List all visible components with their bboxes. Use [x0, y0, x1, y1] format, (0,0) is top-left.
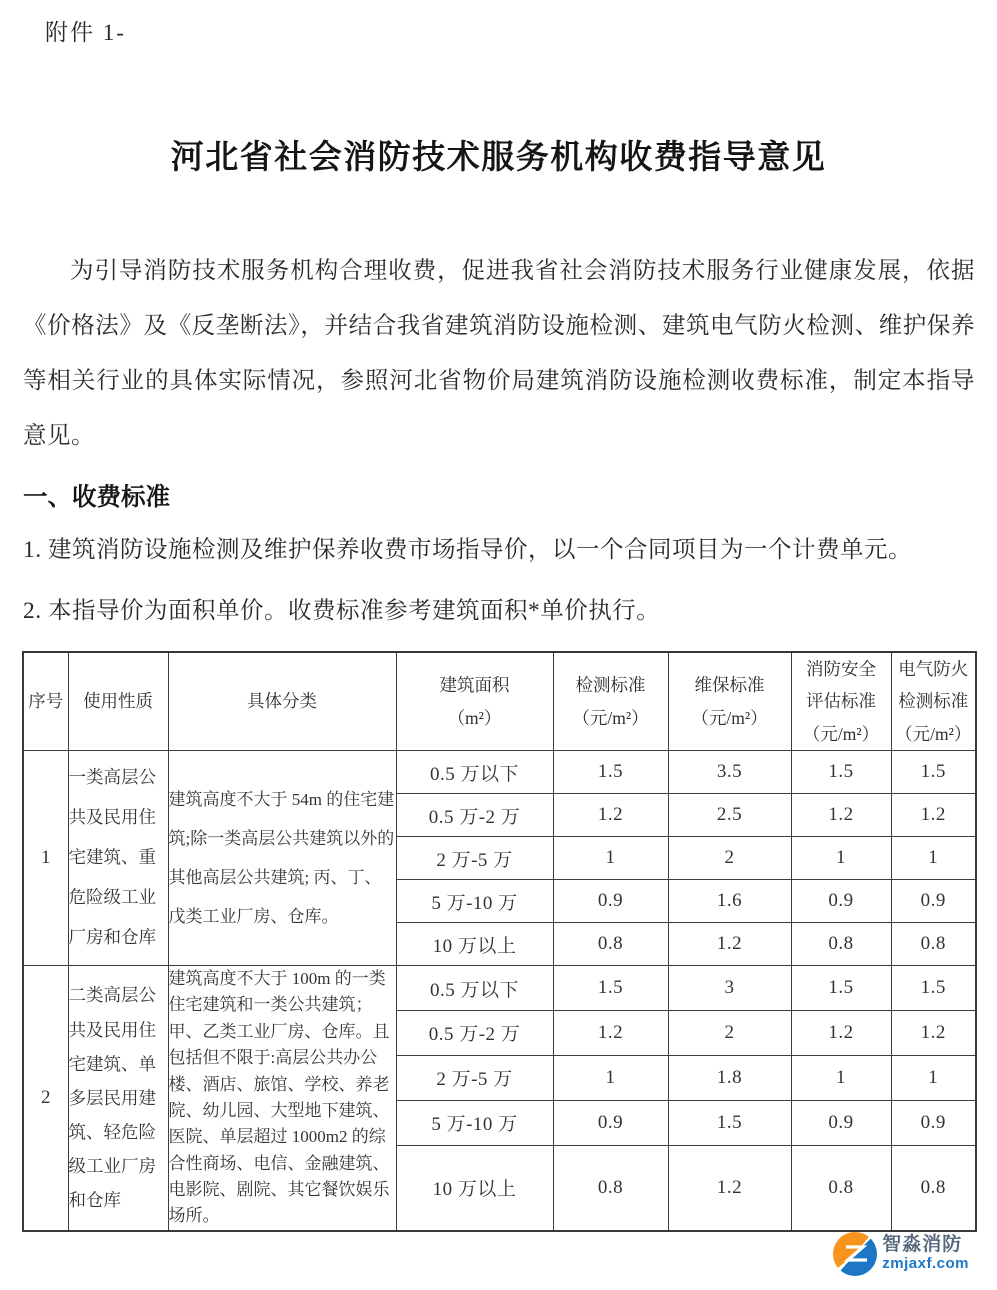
- col-header-assess-line1: 消防安全: [806, 659, 876, 679]
- electric-value-cell: 1.2: [891, 794, 976, 837]
- area-cell: 5 万-10 万: [396, 880, 553, 923]
- assess-value-cell: 1: [791, 837, 891, 880]
- area-cell: 10 万以上: [396, 923, 553, 966]
- detect-value-cell: 0.8: [553, 1145, 668, 1231]
- table-header-row: [23, 652, 976, 751]
- maintain-value-cell: 1.8: [668, 1055, 791, 1100]
- col-header-detect-line1: 检测标准: [575, 675, 646, 696]
- detect-value-cell: 1.5: [553, 966, 668, 1011]
- col-header-area-line1: 建筑面积: [439, 675, 510, 696]
- area-cell: 2 万-5 万: [396, 1055, 553, 1100]
- col-header-assess-line3: （元/m²）: [802, 723, 880, 744]
- fee-point-1: 1. 建筑消防设施检测及维护保养收费市场指导价，以一个合同项目为一个计费单元。: [23, 537, 912, 563]
- section-heading-fee-standard: 一、收费标准: [23, 484, 170, 511]
- group2-index-cell: 2: [23, 966, 68, 1231]
- detect-value-cell: 1: [553, 837, 668, 880]
- group1-usage-cell: 一类高层公共及民用住宅建筑、重危险级工业厂房和仓库: [68, 751, 168, 966]
- col-header-area-line2: （m²）: [447, 707, 502, 728]
- assess-value-cell: 0.8: [791, 923, 891, 966]
- assess-value-cell: 0.9: [791, 880, 891, 923]
- col-header-maintain-line2: （元/m²）: [691, 707, 768, 728]
- detect-value-cell: 1: [553, 1055, 668, 1100]
- table-row: [23, 966, 976, 1011]
- detect-value-cell: 0.8: [553, 923, 668, 966]
- electric-value-cell: 1: [891, 1055, 976, 1100]
- assess-value-cell: 1.5: [791, 966, 891, 1011]
- detect-value-cell: 1.2: [553, 1010, 668, 1055]
- area-cell: 5 万-10 万: [396, 1100, 553, 1145]
- electric-value-cell: 0.8: [891, 1145, 976, 1231]
- col-header-detect-line2: （元/m²）: [572, 707, 649, 728]
- maintain-value-cell: 1.5: [668, 1100, 791, 1145]
- col-header-electric-line1: 电气防火: [898, 659, 969, 679]
- col-header-maintain: [668, 652, 791, 751]
- watermark-text: [882, 1235, 969, 1272]
- attachment-label: 附件 1-: [45, 20, 126, 45]
- group1-index-cell: 1: [23, 751, 68, 966]
- maintain-value-cell: 1.2: [668, 923, 791, 966]
- col-header-maintain-line1: 维保标准: [694, 675, 765, 696]
- electric-value-cell: 1: [891, 837, 976, 880]
- fee-standard-table: [22, 651, 977, 1232]
- area-cell: 2 万-5 万: [396, 837, 553, 880]
- site-watermark: [833, 1232, 969, 1276]
- detect-value-cell: 0.9: [553, 880, 668, 923]
- group1-classification-cell: 建筑高度不大于 54m 的住宅建筑;除一类高层公共建筑以外的其他高层公共建筑; 丙、丁、戊类工业厂房、仓库。: [168, 751, 396, 966]
- maintain-value-cell: 3.5: [668, 751, 791, 794]
- electric-value-cell: 1.2: [891, 1010, 976, 1055]
- area-cell: 0.5 万-2 万: [396, 794, 553, 837]
- maintain-value-cell: 3: [668, 966, 791, 1011]
- maintain-value-cell: 2: [668, 837, 791, 880]
- electric-value-cell: 1.5: [891, 751, 976, 794]
- area-cell: 0.5 万以下: [396, 751, 553, 794]
- detect-value-cell: 0.9: [553, 1100, 668, 1145]
- maintain-value-cell: 2: [668, 1010, 791, 1055]
- col-header-usage: 使用性质: [68, 652, 168, 751]
- watermark-brand-name: 智淼消防: [882, 1234, 963, 1256]
- electric-value-cell: 0.9: [891, 880, 976, 923]
- detect-value-cell: 1.2: [553, 794, 668, 837]
- logo-z-swoosh-icon: [833, 1232, 877, 1276]
- assess-value-cell: 1: [791, 1055, 891, 1100]
- electric-value-cell: 1.5: [891, 966, 976, 1011]
- brand-logo-icon: [833, 1232, 877, 1276]
- col-header-detect: [553, 652, 668, 751]
- watermark-site-url: zmjaxf.com: [882, 1255, 969, 1273]
- group2-usage-cell: 二类高层公共及民用住宅建筑、单多层民用建筑、轻危险级工业厂房和仓库: [68, 966, 168, 1231]
- document-title: 河北省社会消防技术服务机构收费指导意见: [170, 140, 827, 176]
- maintain-value-cell: 2.5: [668, 794, 791, 837]
- electric-value-cell: 0.9: [891, 1100, 976, 1145]
- col-header-assess-line2: 评估标准: [806, 691, 876, 712]
- group2-classification-cell: 建筑高度不大于 100m 的一类住宅建筑和一类公共建筑；甲、乙类工业厂房、仓库。且包括但不限于:高层公共办公楼、酒店、旅馆、学校、养老院、幼儿园、大型地下建筑、医院、单层超过 1000m2 的综合性商场、电信、金融建筑、电影院、剧院、其它餐饮娱乐场所。: [168, 966, 396, 1231]
- col-header-assess: [791, 652, 891, 751]
- maintain-value-cell: 1.2: [668, 1145, 791, 1231]
- maintain-value-cell: 1.6: [668, 880, 791, 923]
- col-header-index: 序号: [23, 652, 68, 751]
- col-header-electric-line2: 检测标准: [898, 691, 969, 712]
- fee-point-2: 2. 本指导价为面积单价。收费标准参考建筑面积*单价执行。: [23, 598, 661, 624]
- col-header-electric-line3: （元/m²）: [895, 723, 972, 744]
- col-header-area: [396, 652, 553, 751]
- area-cell: 10 万以上: [396, 1145, 553, 1231]
- assess-value-cell: 1.2: [791, 794, 891, 837]
- col-header-electric: [891, 652, 976, 751]
- assess-value-cell: 1.2: [791, 1010, 891, 1055]
- electric-value-cell: 0.8: [891, 923, 976, 966]
- detect-value-cell: 1.5: [553, 751, 668, 794]
- col-header-classification: 具体分类: [168, 652, 396, 751]
- assess-value-cell: 0.9: [791, 1100, 891, 1145]
- area-cell: 0.5 万-2 万: [396, 1010, 553, 1055]
- area-cell: 0.5 万以下: [396, 966, 553, 1011]
- intro-paragraph: 为引导消防技术服务机构合理收费，促进我省社会消防技术服务行业健康发展，依据《价格法》及《反垄断法》，并结合我省建筑消防设施检测、建筑电气防火检测、维护保养等相关行业的具体实际情况，参照河北省物价局建筑消防设施检测收费标准，制定本指导意见。: [23, 258, 975, 449]
- table-row: [23, 751, 976, 794]
- assess-value-cell: 1.5: [791, 751, 891, 794]
- assess-value-cell: 0.8: [791, 1145, 891, 1231]
